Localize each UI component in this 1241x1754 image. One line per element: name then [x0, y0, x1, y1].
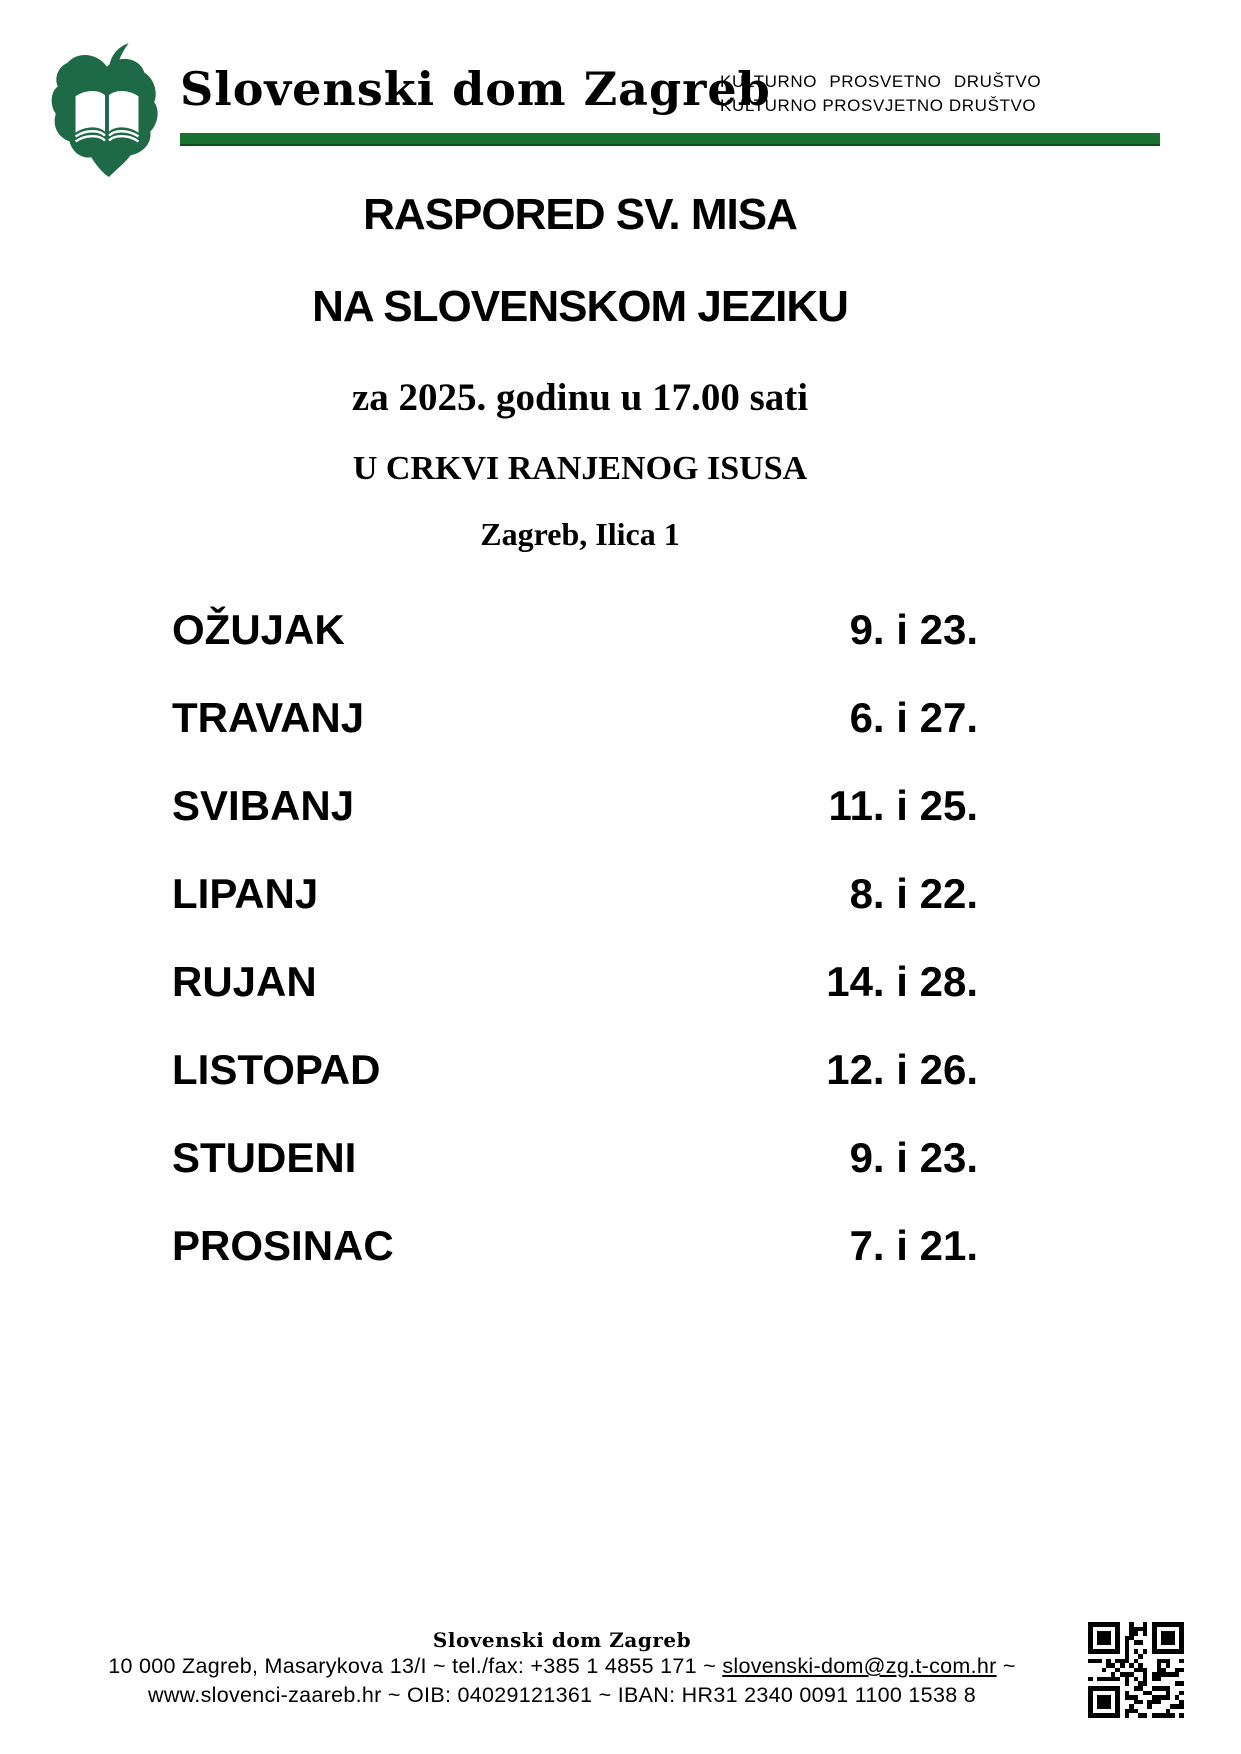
schedule-row-travanj [172, 694, 978, 782]
leaf-open-book-logo-icon [48, 40, 166, 180]
header-subtitle-line2: KULTURNO PROSVJETNO DRUŠTVO [720, 96, 1037, 115]
month-label: RUJAN [172, 958, 317, 1005]
schedule-row-listopad [172, 1046, 978, 1134]
dates-value: 9. i 23. [849, 606, 978, 653]
subtitle-year-time: za 2025. godinu u 17.00 sati [351, 376, 809, 419]
month-label: SVIBANJ [172, 782, 355, 829]
schedule-row-rujan [172, 958, 978, 1046]
month-label: STUDENI [172, 1134, 357, 1181]
header-org-name: Slovenski dom Zagreb [180, 62, 771, 116]
subtitle-address: Zagreb, Ilica 1 [480, 516, 680, 552]
footer-contact-line [0, 1652, 1124, 1681]
header-subtitle-line1: KULTURNO PROSVETNO DRUŠTVO [720, 72, 1042, 91]
dates-value: 6. i 27. [849, 694, 978, 741]
dates-value: 7. i 21. [849, 1222, 978, 1269]
schedule-row-lipanj [172, 870, 978, 958]
schedule-row-prosinac [172, 1222, 978, 1310]
main-title-line2: NA SLOVENSKOM JEZIKU [312, 282, 848, 331]
schedule-row-studeni [172, 1134, 978, 1222]
footer [0, 1628, 1124, 1710]
dates-value: 11. i 25. [828, 782, 978, 829]
dates-value: 9. i 23. [849, 1134, 978, 1181]
footer-org-name: Slovenski dom Zagreb [432, 1628, 692, 1652]
footer-contact-suffix: ~ [996, 1654, 1016, 1678]
schedule-row-svibanj [172, 782, 978, 870]
dates-value: 8. i 22. [849, 870, 978, 917]
month-label: LIPANJ [172, 870, 319, 917]
footer-info-line: www.slovenci-zaareb.hr ~ OIB: 04029121361 ~ IBAN: HR31 2340 0091 1100 1538 8 [148, 1683, 976, 1707]
schedule-row-ozujak [172, 606, 978, 694]
main-title-line1: RASPORED SV. MISA [363, 190, 797, 239]
month-label: LISTOPAD [172, 1046, 381, 1093]
header-subtitle [720, 70, 1042, 118]
footer-contact-prefix: 10 000 Zagreb, Masarykova 13/I ~ tel./fax: +385 1 4855 171 ~ [108, 1654, 723, 1678]
footer-email-link[interactable]: slovenski-dom@zg.t-com.hr [722, 1654, 997, 1678]
dates-value: 12. i 26. [826, 1046, 978, 1093]
month-label: PROSINAC [172, 1222, 394, 1269]
dates-value: 14. i 28. [826, 958, 978, 1005]
mass-schedule-list [172, 606, 978, 1310]
month-label: TRAVANJ [172, 694, 365, 741]
month-label: OŽUJAK [172, 606, 345, 653]
subtitle-church: U CRKVI RANJENOG ISUSA [352, 450, 808, 487]
header-divider-rule [180, 133, 1160, 146]
qr-code [1088, 1622, 1184, 1718]
